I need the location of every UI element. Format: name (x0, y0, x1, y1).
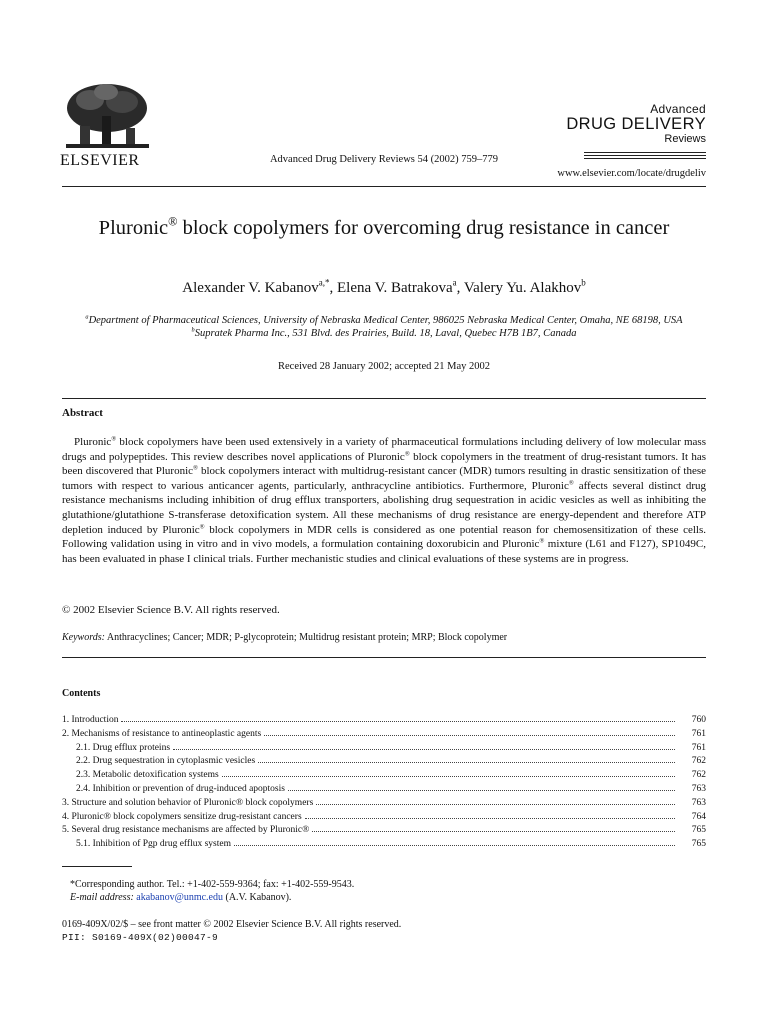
pii-line: PII: S0169-409X(02)00047-9 (62, 932, 219, 943)
corresponding-footnote (70, 878, 354, 904)
journal-url[interactable]: www.elsevier.com/locate/drugdeliv (557, 168, 706, 179)
keywords (62, 632, 507, 643)
abstract-text: Pluronic® block copolymers have been used extensively in a variety of pharmaceutical formulations including delivery of low molecular mass drugs and polypeptides. This review describes novel applications of Pluronic® block copolymers in the treatment of drug-resistant tumors. It has been discovered that Pluronic® block copolymers interact with multidrug-resistant cancer (MDR) tumors resulting in drastic sensitization of these tumors with respect to various anticancer agents, particularly, anthracycline antibiotics. Furthermore, Pluronic® affects several distinct drug resistance mechanisms including inhibition of drug efflux transporters, abolishing drug sequestration in acidic vesicles as well as inhibiting the glutathione/glutathione S-transferase detoxification system. All these mechanisms of drug resistance are energy-dependent and therefore ATP depletion induced by Pluronic® block copolymers in MDR cells is considered as one potential reason for chemosensitization of these cells. Following validation using in vitro and in vivo models, a formulation containing doxorubicin and Pluronic® mixture (L61 and F127), SP1049C, has been evaluated in phase I clinical trials. Further mechanistic studies and clinical evaluations of these systems are in progress. (62, 435, 706, 565)
publisher-name: ELSEVIER (60, 152, 140, 169)
brand-line-1: Advanced (650, 102, 706, 116)
brand-line-2: DRUG DELIVERY (566, 115, 706, 133)
toc-item[interactable]: 5. Several drug resistance mechanisms are affected by Pluronic® 765 (62, 825, 706, 836)
header-divider (62, 186, 706, 187)
email-line: E-mail address: akabanov@unmc.edu (A.V. Kabanov). (70, 892, 292, 903)
email-link[interactable]: akabanov@unmc.edu (136, 892, 223, 903)
keywords-label: Keywords: (62, 632, 105, 643)
article-title: Pluronic® block copolymers for overcoming drug resistance in cancer (98, 214, 670, 239)
author: Alexander V. Kabanov (182, 280, 319, 296)
keywords-list: Anthracyclines; Cancer; MDR; P-glycoprotein; Multidrug resistant protein; MRP; Block copolymer (104, 632, 508, 643)
issn-line: 0169-409X/02/$ – see front matter © 2002 Elsevier Science B.V. All rights reserved. (62, 919, 402, 930)
table-of-contents (62, 715, 706, 853)
toc-item[interactable]: 4. Pluronic® block copolymers sensitize drug-resistant cancers 764 (62, 811, 706, 822)
toc-item[interactable]: 1. Introduction 760 (62, 715, 706, 725)
toc-item[interactable]: 5.1. Inhibition of Pgp drug efflux system 765 (76, 839, 706, 850)
affiliation: $^a$Department of Pharmaceutical Sciences, University of Nebraska Medical Center, 986025 Nebraska Medical Center, Omaha, NE 68198, USA (85, 313, 683, 326)
toc-item[interactable]: 2.2. Drug sequestration in cytoplasmic vesicles 762 (76, 756, 706, 767)
author: Valery Yu. Alakhov (463, 280, 582, 296)
elsevier-tree-icon (60, 82, 155, 150)
affiliation: $^b$Supratek Pharma Inc., 531 Blvd. des Prairies, Build. 18, Laval, Quebec H7B 1B7, Canada (191, 326, 577, 339)
copyright-notice: © 2002 Elsevier Science B.V. All rights reserved. (62, 604, 280, 616)
abstract-heading: Abstract (62, 407, 103, 419)
author-list: Alexander V. Kabanov$^{a,*}$, Elena V. Batrakova$^a$, Valery Yu. Alakhov$^b$ (182, 277, 586, 296)
received-dates: Received 28 January 2002; accepted 21 May 2002 (278, 361, 490, 372)
brand-line-3: Reviews (664, 133, 706, 145)
journal-reference: Advanced Drug Delivery Reviews 54 (2002) 759–779 (269, 154, 499, 165)
journal-brand (566, 102, 706, 145)
affiliations (62, 314, 706, 340)
toc-item[interactable]: 2. Mechanisms of resistance to antineoplastic agents 761 (62, 728, 706, 739)
abstract-top-rule (62, 398, 706, 399)
toc-item[interactable]: 2.4. Inhibition or prevention of drug-induced apoptosis 763 (76, 783, 706, 794)
issn-block (62, 918, 401, 944)
toc-item[interactable]: 2.3. Metabolic detoxification systems 762 (76, 770, 706, 781)
corresponding-author: *Corresponding author. Tel.: +1-402-559-9364; fax: +1-402-559-9543. (70, 879, 355, 890)
toc-item[interactable]: 2.1. Drug efflux proteins 761 (76, 742, 706, 753)
contents-heading: Contents (62, 688, 101, 699)
footnote-rule (62, 866, 132, 867)
abstract-bottom-rule (62, 657, 706, 658)
toc-item[interactable]: 3. Structure and solution behavior of Pluronic® block copolymers 763 (62, 797, 706, 808)
author: Elena V. Batrakova (337, 280, 453, 296)
brand-rules (584, 152, 706, 161)
